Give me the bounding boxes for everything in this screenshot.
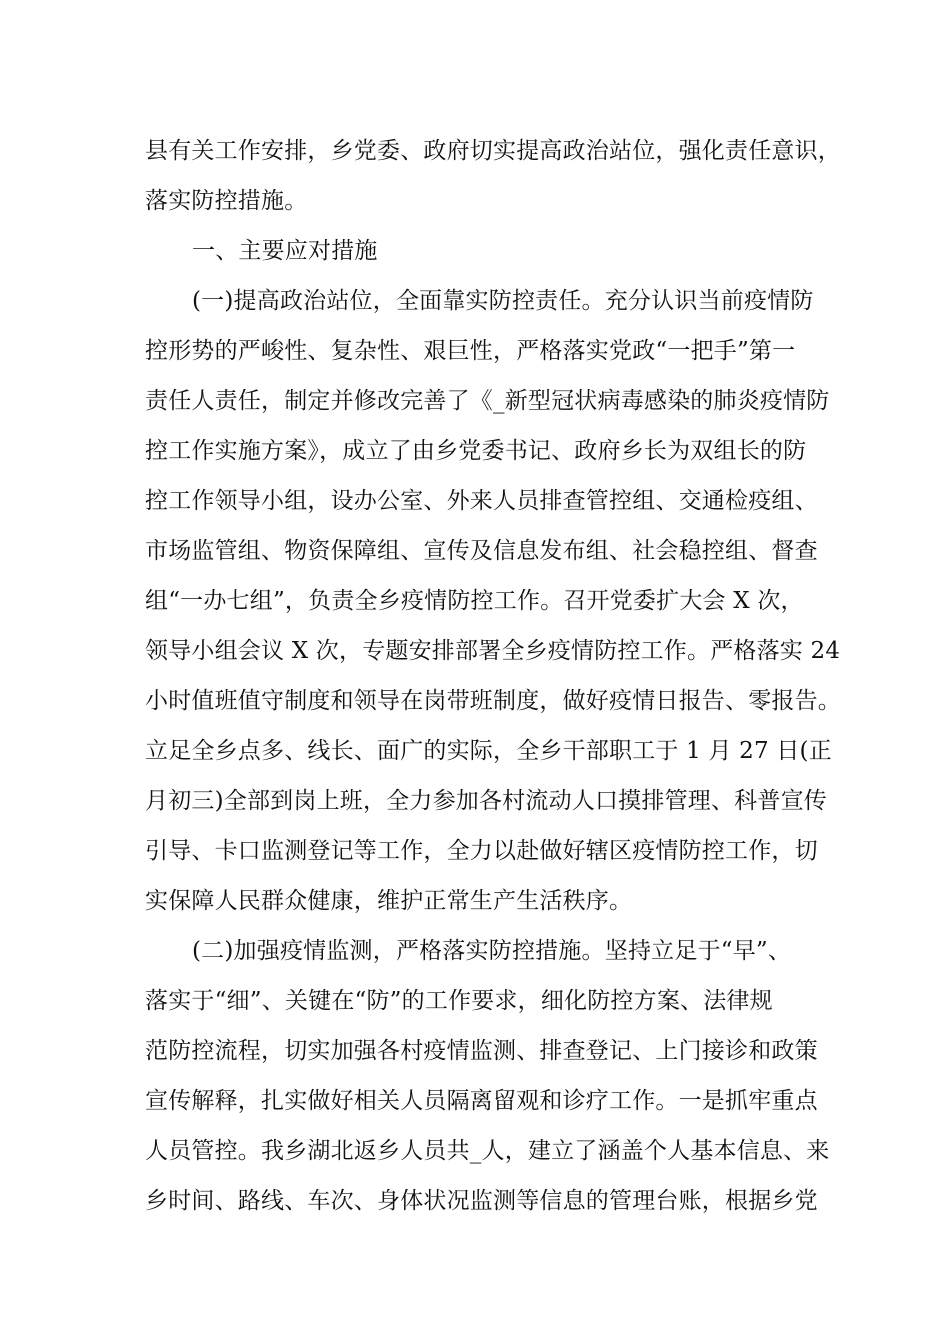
- text-line-8: 控工作领导小组，设办公室、外来人员排查管控组、交通检疫组、: [145, 488, 818, 514]
- text-line-2: 落实防控措施。: [145, 188, 308, 214]
- text-line-9: 市场监管组、物资保障组、宣传及信息发布组、社会稳控组、督查: [145, 538, 818, 564]
- text-line-1: 县有关工作安排，乡党委、政府切实提高政治站位，强化责任意识，: [145, 138, 841, 164]
- text-line-15: 引导、卡口监测登记等工作，全力以赴做好辖区疫情防控工作，切: [145, 838, 818, 864]
- text-line-11: 领导小组会议 X 次，专题安排部署全乡疫情防控工作。严格落实 24: [145, 638, 841, 664]
- text-line-18: 落实于“细”、关键在“防”的工作要求，细化防控方案、法律规: [145, 988, 773, 1014]
- text-line-16: 实保障人民群众健康，维护正常生产生活秩序。: [145, 888, 633, 914]
- text-line-7: 控工作实施方案》，成立了由乡党委书记、政府乡长为双组长的防: [145, 438, 807, 464]
- text-line-22: 乡时间、路线、车次、身体状况监测等信息的管理台账，根据乡党: [145, 1188, 818, 1214]
- text-line-4: (一)提高政治站位，全面靠实防控责任。充分认识当前疫情防: [192, 288, 814, 314]
- text-line-20: 宣传解释，扎实做好相关人员隔离留观和诊疗工作。一是抓牢重点: [145, 1088, 818, 1114]
- text-line-12: 小时值班值守制度和领导在岗带班制度，做好疫情日报告、零报告。: [145, 688, 841, 714]
- text-line-5: 控形势的严峻性、复杂性、艰巨性，严格落实党政“一把手”第一: [145, 338, 796, 364]
- text-line-17: (二)加强疫情监测，严格落实防控措施。坚持立足于“早”、: [192, 938, 792, 964]
- text-line-14: 月初三)全部到岗上班，全力参加各村流动人口摸排管理、科普宣传: [145, 788, 827, 814]
- text-line-21: 人员管控。我乡湖北返乡人员共_人，建立了涵盖个人基本信息、来: [145, 1138, 830, 1164]
- text-line-19: 范防控流程，切实加强各村疫情监测、排查登记、上门接诊和政策: [145, 1038, 818, 1064]
- text-line-13: 立足全乡点多、线长、面广的实际，全乡干部职工于 1 月 27 日(正: [145, 738, 832, 764]
- section-heading: 一、主要应对措施: [192, 238, 378, 264]
- text-line-6: 责任人责任，制定并修改完善了《_新型冠状病毒感染的肺炎疫情防: [145, 388, 830, 414]
- text-line-10: 组“一办七组”，负责全乡疫情防控工作。召开党委扩大会 X 次，: [145, 588, 804, 614]
